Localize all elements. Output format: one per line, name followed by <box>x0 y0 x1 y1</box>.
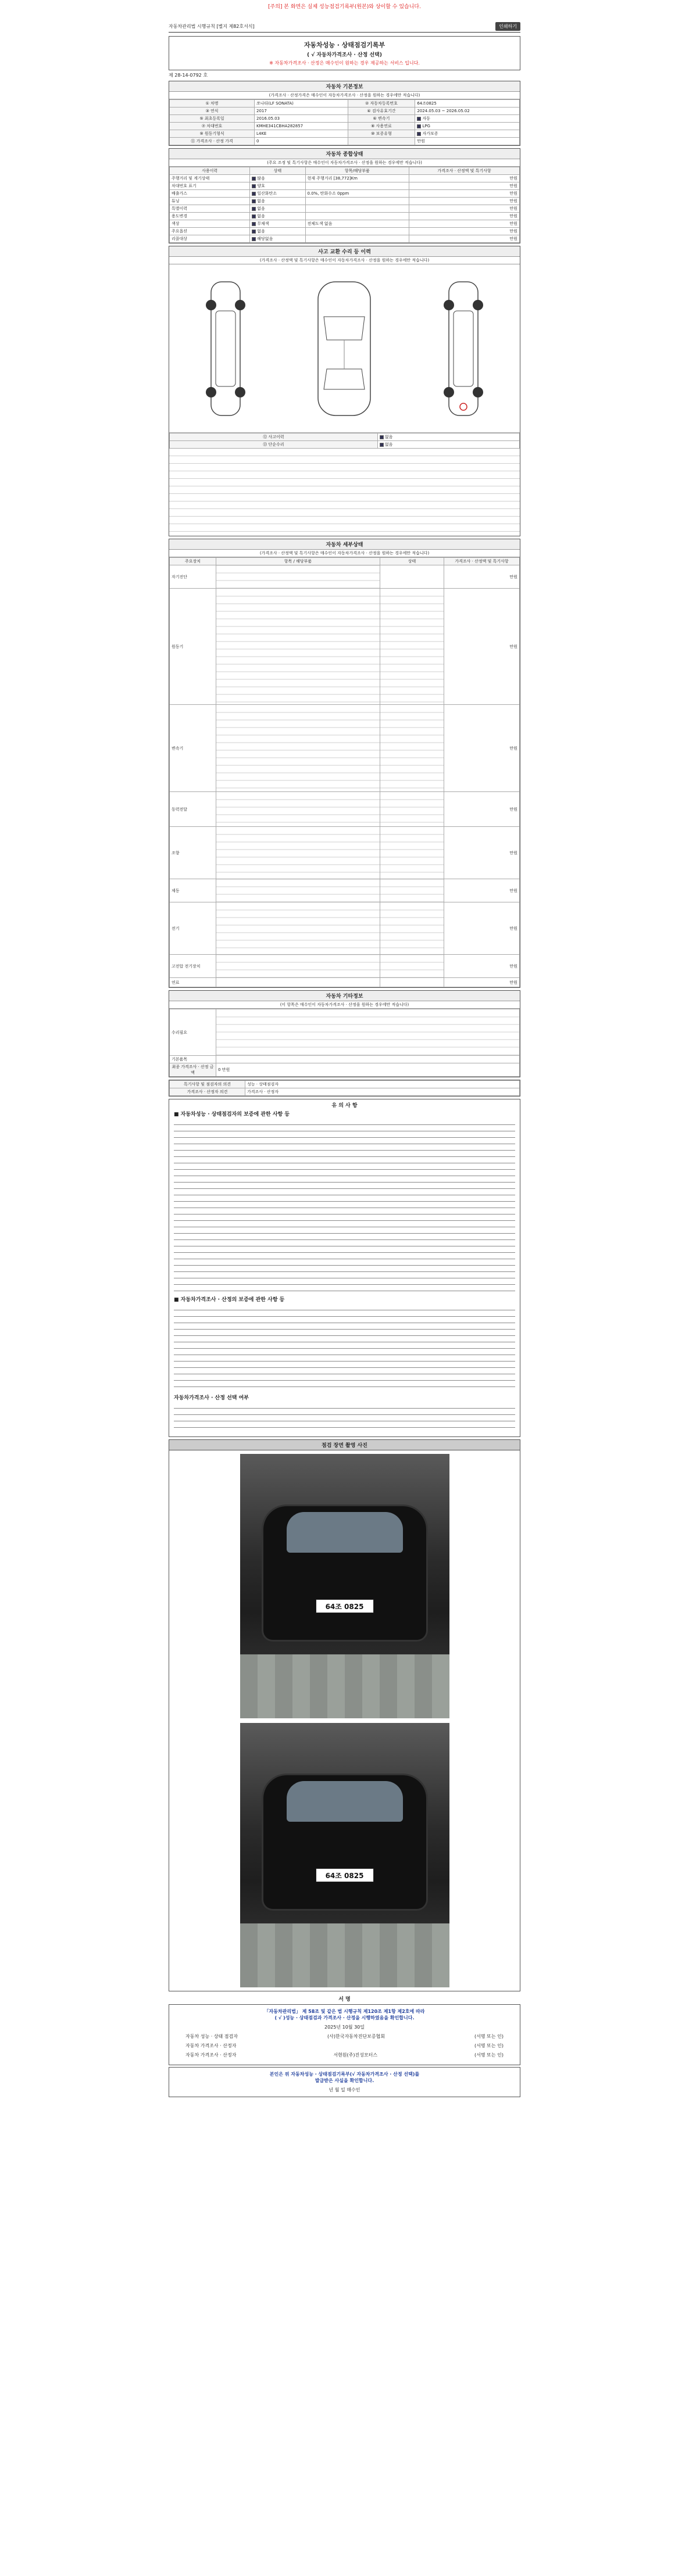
intent-notes <box>169 1099 520 1437</box>
checkbox-icon <box>380 435 384 439</box>
photo-heading: 점검 장면 촬영 사진 <box>169 1439 520 1450</box>
sign-box <box>169 2004 520 2065</box>
checkbox-icon <box>252 222 256 226</box>
signer-row: 자동차 가격조사 · 산정자 (서명 또는 인) <box>185 2043 504 2048</box>
table-row: 튜닝 없음 만원 <box>170 198 520 205</box>
checkbox-icon <box>417 117 421 121</box>
table-row: 주행거리 및 계기상태 많음 현재 주행거리 [38,772]Km 만원 <box>170 175 520 182</box>
checkbox-icon <box>252 237 256 241</box>
car-right-side-icon <box>431 276 495 421</box>
table-row: ⑤ 최초등록일 2016.05.03 ⑥ 변속기 자동 <box>170 115 520 123</box>
doc-number: 제 28-14-0792 호 <box>169 73 208 78</box>
table-row: ⑫ 사고이력 없음 <box>170 433 520 441</box>
intent-sec1: ■ 자동차성능 · 상태점검자의 보증에 관한 사항 등 <box>174 1112 290 1117</box>
checkbox-icon <box>252 230 256 234</box>
detail-heading: 자동차 세부상태 <box>169 539 520 550</box>
signer-row: 자동차 가격조사 · 산정자 서현원(주)진성모터스 (서명 또는 인) <box>185 2052 504 2058</box>
table-row: ⑬ 단순수리 없음 <box>170 441 520 449</box>
sign-heading: 서 명 <box>338 1997 351 2002</box>
basic-info-heading: 자동차 기본정보 <box>169 81 520 92</box>
checkbox-icon <box>252 184 256 188</box>
etc-heading: 자동차 기타정보 <box>169 991 520 1001</box>
checkbox-icon <box>417 124 421 128</box>
table-row: ⑪ 가격조사 · 산정 가격 0 만원 <box>170 138 520 145</box>
status-heading: 자동차 종합상태 <box>169 149 520 159</box>
checkbox-icon <box>380 443 384 447</box>
checkbox-icon <box>252 207 256 211</box>
table-row: 원동기 만원 <box>170 589 520 705</box>
sign-date: 2025년 10월 30일 <box>324 2025 365 2030</box>
special-notes-section <box>169 1080 520 1097</box>
title-box <box>169 36 520 70</box>
table-row: 동력전달 만원 <box>170 792 520 827</box>
table-row: 조향 만원 <box>170 827 520 879</box>
table-row: 제동 만원 <box>170 879 520 902</box>
top-bar <box>169 22 520 33</box>
print-button[interactable]: 인쇄하기 <box>495 22 520 31</box>
car-top-view-icon <box>306 276 382 421</box>
frame-section <box>169 246 520 536</box>
signer-row: 자동차 성능 · 상태 점검자 (사)한국자동차진단보증협회 (서명 또는 인) <box>185 2034 504 2039</box>
table-row: 배출가스 일산화탄소 0.0%, 탄화수소 0ppm 만원 <box>170 190 520 198</box>
etc-subheading: (이 항목은 매수인이 자동차가격조사 · 산정을 원하는 경우에만 적습니다) <box>169 1001 520 1009</box>
front-photo <box>240 1454 449 1718</box>
table-row: 연료 만원 <box>170 978 520 987</box>
table-header-row: 주요장치 항목 / 해당부품 상태 가격조사 · 산정액 및 특기사항 <box>170 558 520 565</box>
table-row: 리콜대상 해당없음 만원 <box>170 235 520 243</box>
table-row: 차대번호 표기 양호 만원 <box>170 182 520 190</box>
table-row: 수리필요 <box>170 1009 520 1056</box>
sign-line-2: ( √ )성능 · 상태점검과 가격조사 · 산정을 시행하였음을 확인합니다. <box>274 2015 415 2020</box>
frame-heading: 사고 교환 수리 등 이력 <box>169 246 520 257</box>
rear-plate: 64조 0825 <box>316 1868 374 1882</box>
table-row: 최종 가격조사 · 산정 금액 0 만원 <box>170 1063 520 1077</box>
frame-parts-grid <box>169 449 520 536</box>
checkbox-icon <box>252 177 256 181</box>
front-plate: 64조 0825 <box>316 1599 374 1613</box>
doc-number-value: 28-14-0792 <box>174 73 202 78</box>
frame-table <box>169 433 520 449</box>
buyer-confirm-box: 본인은 위 자동차성능 · 상태점검기록부(√ 자동차가격조사 · 산정 선택)를 발급받은 사실을 확인합니다. 년 월 일 매수인 <box>169 2067 520 2097</box>
table-row: 용도변경 없음 만원 <box>170 213 520 220</box>
table-row: ① 차명 쏘나타(LF SONATA) ② 자동차등록번호 64조0825 <box>170 100 520 108</box>
intent-heading: 유 의 사 항 <box>331 1103 358 1109</box>
photo-area <box>169 1450 520 1991</box>
table-row: 가격조사 · 산정자 의견 가격조사 · 산정자 <box>170 1088 520 1096</box>
page-title: 자동차성능 · 상태점검기록부 <box>304 41 385 49</box>
status-table <box>169 167 520 243</box>
car-left-side-icon <box>194 276 258 421</box>
etc-section <box>169 990 520 1077</box>
rear-photo <box>240 1723 449 1987</box>
table-row: 자기진단 만원 <box>170 565 520 589</box>
notes-paragraph <box>174 1404 515 1433</box>
title-warning: ※ 자동차가격조사 · 산정은 매수인이 원하는 경우 제공하는 서비스 입니다. <box>269 60 420 66</box>
table-row: ③ 연식 2017 ④ 검사유효기간 2024.05.03 ~ 2026.05.02 <box>170 108 520 115</box>
inspection-record <box>169 0 520 2097</box>
page-subtitle: ( √ 자동차가격조사 · 산정 선택) <box>307 52 382 58</box>
table-row: 변속기 만원 <box>170 705 520 792</box>
detail-section <box>169 539 520 988</box>
intent-sec2: ■ 자동차가격조사 · 산정의 보증에 관한 사항 등 <box>174 1297 285 1303</box>
intent-sec3: 자동차가격조사 · 산정 선택 여부 <box>174 1395 249 1401</box>
table-row: ⑦ 차대번호 KMHE341CBHA282857 ⑧ 사용연료 LPG <box>170 123 520 130</box>
checkbox-icon <box>252 192 256 196</box>
notes-paragraph <box>174 1120 515 1295</box>
basic-info-section <box>169 81 520 146</box>
status-section <box>169 148 520 243</box>
basic-info-subheading: (가격조사 · 산정가격은 매수인이 자동차가격조사 · 산정을 원하는 경우에만 적습니다) <box>169 92 520 99</box>
etc-table <box>169 1009 520 1077</box>
sign-line-1: 「자동차관리법」 제 58조 및 같은 법 시행규칙 제120조 제1항 제2호에 따라 <box>264 2009 425 2014</box>
form-title: 자동차관리법 시행규칙 [별지 제82호서식] <box>169 24 255 29</box>
checkbox-icon <box>252 214 256 218</box>
table-row: 특별이력 없음 만원 <box>170 205 520 213</box>
notes-paragraph <box>174 1306 515 1393</box>
basic-info-table <box>169 99 520 145</box>
table-row: 주요옵션 없음 만원 <box>170 228 520 235</box>
table-row: 색상 무채색 전체도색 없음 만원 <box>170 220 520 228</box>
table-row: 기본품목 <box>170 1056 520 1063</box>
notice-banner: [주의] 본 화면은 실제 성능점검기록부(원본)와 상이할 수 있습니다. <box>268 4 421 10</box>
table-row: 전기 만원 <box>170 902 520 955</box>
table-row: ⑨ 원동기형식 L4KE ⑩ 보증유형 자가보증 <box>170 130 520 138</box>
detail-subheading: (가격조사 · 산정액 및 특기사항은 매수인이 자동차가격조사 · 산정을 원하는 경우에만 적습니다) <box>169 550 520 557</box>
status-subheading: (주요 조정 및 특기사항은 매수인이 자동차가격조사 · 산정을 원하는 경우에만 적습니다) <box>169 159 520 167</box>
car-diagram <box>169 264 520 433</box>
table-row: 고전압 전기장치 만원 <box>170 955 520 978</box>
checkbox-icon <box>252 199 256 203</box>
detail-table <box>169 557 520 987</box>
table-header-row: 사용이력 상태 항목/해당부품 가격조사 · 산정액 및 특기사항 <box>170 167 520 175</box>
special-notes-table <box>169 1080 520 1096</box>
checkbox-icon <box>417 132 421 136</box>
table-row: 특기사항 및 점검자의 의견 성능 · 상태점검자 <box>170 1081 520 1088</box>
frame-subheading: (가격조사 · 산정액 및 특기사항은 매수인이 자동차가격조사 · 산정을 원하는 경우에만 적습니다) <box>169 257 520 264</box>
